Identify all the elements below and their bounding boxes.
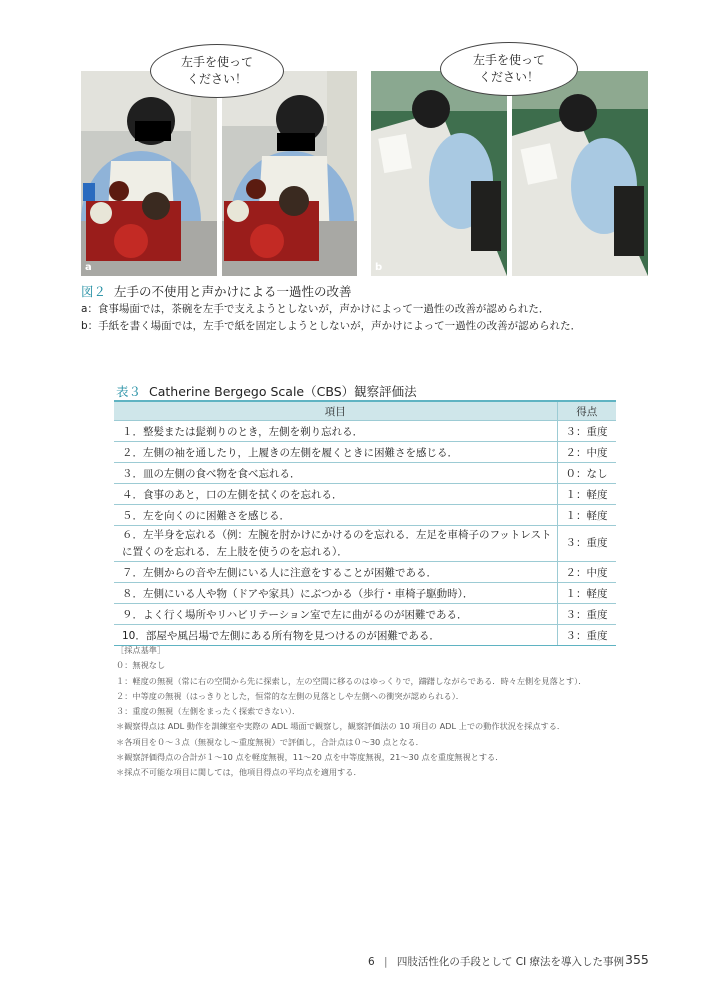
figure-title: 左手の不使用と声かけによる一過性の改善 xyxy=(114,284,352,299)
table-row xyxy=(114,442,616,463)
header-score: 得点 xyxy=(557,401,616,421)
row-item: 10．部屋や風呂場で左側にある所有物を見つけるのが困難である． xyxy=(114,625,557,646)
row-score: １：軽度 xyxy=(557,484,616,505)
speech-bubble-a-text: 左手を使って ください！ xyxy=(180,55,253,86)
table-number: 表３ xyxy=(116,384,142,399)
note-line: ［採点基準］ xyxy=(116,645,166,655)
row-item: ２．左側の袖を通したり，上履きの左側を履くときに困難さを感じる． xyxy=(114,442,557,463)
row-score: ３：重度 xyxy=(557,526,616,562)
table-row xyxy=(114,583,616,604)
photo-b-right xyxy=(512,71,648,276)
table-row xyxy=(114,505,616,526)
page-number: 355 xyxy=(625,952,649,967)
row-item: ４．食事のあと，口の左側を拭くのを忘れる． xyxy=(114,484,557,505)
table-notes xyxy=(116,643,616,781)
footer-chapter-number: 6 xyxy=(368,956,375,968)
table-header-row xyxy=(114,401,616,421)
row-item: ６．左半身を忘れる（例：左腕を肘かけにかけるのを忘れる．左足を車椅子のフットレスト に置くのを忘れる．左上肢を使うのを忘れる）． xyxy=(114,526,557,562)
cbs-table xyxy=(114,400,616,646)
photo-b-left xyxy=(371,71,507,276)
row-score: １：軽度 xyxy=(557,505,616,526)
photo-a-label: a xyxy=(85,262,92,273)
speech-bubble-b xyxy=(440,42,578,96)
photo-a-left xyxy=(81,71,217,276)
row-score: ３：重度 xyxy=(557,604,616,625)
table-caption xyxy=(116,382,417,400)
row-item: ５．左を向くのに困難さを感じる． xyxy=(114,505,557,526)
note-line: ０：無視なし xyxy=(116,660,166,671)
row-score: ０：なし xyxy=(557,463,616,484)
table-title: Catherine Bergego Scale（CBS）観察評価法 xyxy=(149,384,417,399)
row-item: ７．左側からの音や左側にいる人に注意をすることが困難である． xyxy=(114,562,557,583)
table-row xyxy=(114,463,616,484)
figure-caption-line-a: a：食事場面では，茶碗を左手で支えようとしないが，声かけによって一過性の改善が認められた． xyxy=(81,303,550,315)
photo-a-right xyxy=(222,71,357,276)
footer-chapter-title: 四肢活性化の手段として CI 療法を導入した事例 xyxy=(396,956,625,968)
row-item: １．整髪または髭剃りのとき，左側を剃り忘れる． xyxy=(114,421,557,442)
table-row xyxy=(114,562,616,583)
figure-caption-title xyxy=(81,282,352,300)
table-row xyxy=(114,526,616,562)
note-line: ３：重度の無視（左側をまったく探索できない）． xyxy=(116,706,301,717)
speech-bubble-a xyxy=(150,44,284,98)
figure-number: 図２ xyxy=(81,284,107,299)
row-item: ９．よく行く場所やリハビリテーション室で左に曲がるのが困難である． xyxy=(114,604,557,625)
header-item: 項目 xyxy=(114,401,557,421)
note-line: ＊採点不可能な項目に関しては，他項目得点の平均点を適用する． xyxy=(116,767,362,778)
row-score: １：軽度 xyxy=(557,583,616,604)
note-line: ＊観察評価得点の合計が１〜10 点を軽度無視，11〜20 点を中等度無視，21〜30 点を重度無視とする． xyxy=(116,752,504,763)
table-row xyxy=(114,484,616,505)
row-score: ３：重度 xyxy=(557,421,616,442)
photo-b-label: b xyxy=(375,262,383,273)
row-item: ３．皿の左側の食べ物を食べ忘れる． xyxy=(114,463,557,484)
note-line: ＊各項目を０〜３点（無視なし〜重度無視）で評価し，合計点は０〜30 点となる． xyxy=(116,736,424,747)
row-score: ２：中度 xyxy=(557,562,616,583)
figure-caption-line-b: b：手紙を書く場面では，左手で紙を固定しようとしないが，声かけによって一過性の改善が認められた． xyxy=(81,320,582,332)
table-row xyxy=(114,604,616,625)
footer-separator: | xyxy=(384,956,388,968)
row-score: ３：重度 xyxy=(557,625,616,646)
note-line: ２：中等度の無視（はっきりとした，恒常的な左側の見落としや左側への衝突が認められる）． xyxy=(116,690,464,701)
note-line: ＊観察得点は ADL 動作を訓練室や実際の ADL 場面で観察し，観察評価法の 10 項目の ADL 上での動作状況を採点する． xyxy=(116,721,566,732)
note-line: １：軽度の無視（常に右の空間から先に探索し，左の空間に移るのはゆっくりで，躊躇しながらである．時々左側を見落とす）． xyxy=(116,675,587,686)
speech-bubble-b-text: 左手を使って ください！ xyxy=(472,53,545,84)
table-row xyxy=(114,421,616,442)
row-item: ８．左側にいる人や物（ドアや家具）にぶつかる（歩行・車椅子駆動時）． xyxy=(114,583,557,604)
running-footer xyxy=(368,954,624,969)
row-score: ２：中度 xyxy=(557,442,616,463)
